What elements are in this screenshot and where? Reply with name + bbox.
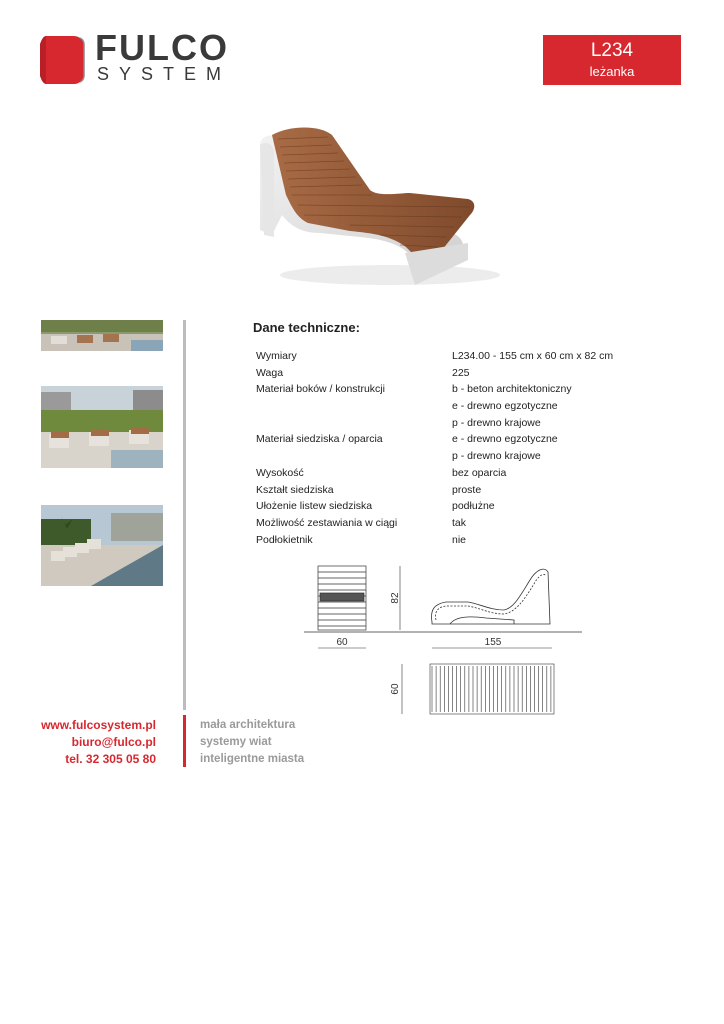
dim-width: 60 (336, 637, 348, 648)
spec-row (256, 367, 636, 384)
spec-row (256, 383, 636, 400)
dim-height: 82 (390, 592, 401, 604)
spec-value: proste (452, 483, 482, 496)
technical-drawing (300, 560, 590, 720)
spec-table (256, 350, 636, 550)
product-badge (543, 35, 681, 85)
spec-value: e - drewno egzotyczne (452, 400, 558, 413)
product-render (200, 115, 520, 295)
spec-row (256, 517, 636, 534)
spec-label: Podłokietnik (256, 533, 313, 546)
spec-label: Wymiary (256, 350, 297, 362)
spec-value: podłużne (452, 500, 495, 513)
photo-installation-2 (41, 386, 163, 468)
drawing-front-view (318, 566, 366, 630)
spec-label: Wysokość (256, 466, 304, 479)
phone-number: tel. 32 305 05 80 (65, 752, 156, 766)
vertical-divider-accent (183, 715, 186, 767)
spec-row (256, 450, 636, 467)
logo-wordmark-top: FULCO (95, 27, 229, 68)
spec-value: p - drewno krajowe (452, 450, 541, 463)
photo-installation-3 (41, 505, 163, 586)
spec-label: Waga (256, 366, 284, 379)
email-link[interactable]: biuro@fulco.pl (71, 735, 156, 749)
spec-row (256, 484, 636, 501)
spec-label: Możliwość zestawiania w ciągi (256, 516, 398, 529)
spec-label: Kształt siedziska (256, 483, 334, 496)
drawing-side-view (432, 569, 550, 624)
dim-depth: 60 (390, 683, 401, 695)
spec-row (256, 417, 636, 434)
spec-value: e - drewno egzotyczne (452, 433, 558, 446)
spec-row (256, 400, 636, 417)
vertical-divider (183, 320, 186, 710)
tagline-3: inteligentne miasta (200, 753, 305, 765)
spec-label (256, 400, 452, 417)
product-code: L234 (590, 40, 634, 61)
spec-value: b - beton architektoniczny (452, 383, 572, 396)
spec-value: nie (452, 533, 467, 546)
spec-value: p - drewno krajowe (452, 416, 541, 429)
tagline-1: mała architektura (200, 719, 296, 731)
spec-row (256, 350, 636, 367)
spec-label (256, 417, 452, 434)
spec-row (256, 534, 636, 551)
spec-label: Materiał boków / konstrukcji (256, 383, 385, 396)
spec-value: bez oparcia (452, 466, 507, 479)
drawing-top-view (430, 664, 554, 714)
spec-label: Ułożenie listew siedziska (256, 500, 373, 513)
product-name: leżanka (589, 64, 635, 79)
spec-value: L234.00 - 155 cm x 60 cm x 82 cm (452, 350, 614, 362)
logo-wordmark-bottom: SYSTEM (97, 64, 232, 84)
tech-title: Dane techniczne: (253, 320, 360, 335)
spec-row (256, 500, 636, 517)
tagline-2: systemy wiat (200, 736, 272, 748)
spec-row (256, 467, 636, 484)
spec-label (256, 450, 452, 467)
website-link[interactable]: www.fulcosystem.pl (41, 718, 156, 732)
spec-label: Materiał siedziska / oparcia (256, 433, 383, 446)
photo-installation-1 (41, 320, 163, 351)
spec-value: tak (452, 516, 467, 529)
spec-value: 225 (452, 366, 470, 379)
dim-length: 155 (484, 637, 502, 648)
spec-row (256, 433, 636, 450)
